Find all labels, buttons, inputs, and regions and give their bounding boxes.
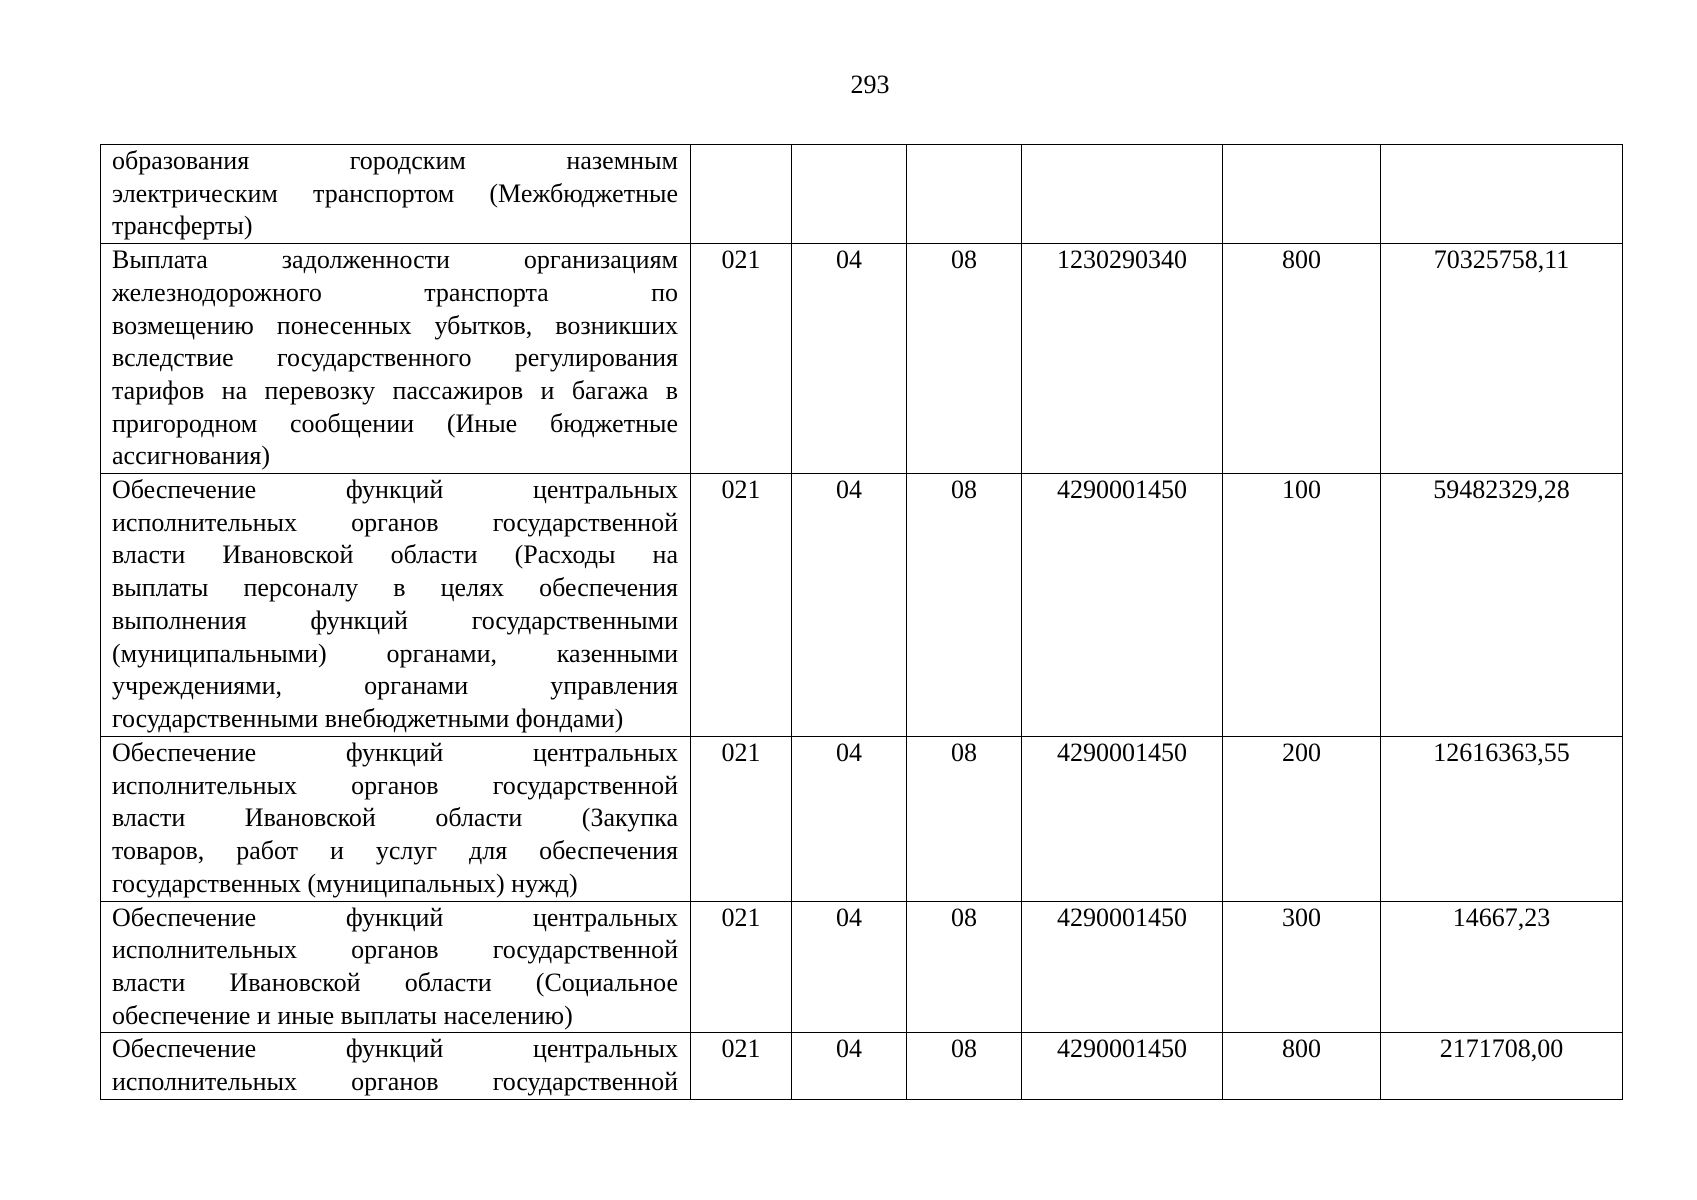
desc-line: железнодорожного транспорта по (112, 277, 678, 307)
desc-line: исполнительных органов государственной (112, 770, 678, 800)
desc-line: товаров, работ и услуг для обеспечения (112, 836, 678, 866)
subsection-code-cell (907, 145, 1022, 244)
subsection-code-cell: 08 (907, 474, 1022, 737)
expense-kind-cell (1223, 145, 1381, 244)
desc-line: электрическим транспортом (Межбюджетные (112, 178, 678, 208)
desc-line: пригородном сообщении (Иные бюджетные (112, 408, 678, 438)
section-code-cell: 04 (792, 244, 907, 474)
row-description (101, 737, 691, 902)
expense-kind-cell: 100 (1223, 474, 1381, 737)
ministry-code-cell (691, 145, 792, 244)
desc-line: Обеспечение функций центральных (112, 1034, 678, 1064)
desc-line: власти Ивановской области (Расходы на (112, 540, 678, 570)
target-code-cell: 4290001450 (1022, 474, 1223, 737)
expense-kind-cell: 800 (1223, 1033, 1381, 1099)
desc-line: тарифов на перевозку пассажиров и багажа в (112, 375, 678, 405)
desc-line: (муниципальными) органами, казенными (112, 638, 678, 668)
table-row (101, 1033, 1623, 1099)
amount-cell: 12616363,55 (1381, 737, 1623, 902)
section-code-cell: 04 (792, 1033, 907, 1099)
subsection-code-cell: 08 (907, 737, 1022, 902)
subsection-code-cell: 08 (907, 244, 1022, 474)
desc-line: обеспечение и иные выплаты населению) (112, 1000, 573, 1030)
desc-line: Обеспечение функций центральных (112, 902, 678, 932)
desc-line: государственных (муниципальных) нужд) (112, 868, 578, 898)
row-description (101, 145, 691, 244)
expense-kind-cell: 800 (1223, 244, 1381, 474)
desc-line: вследствие государственного регулирования (112, 343, 678, 373)
desc-line: выполнения функций государственными (112, 605, 678, 635)
ministry-code-cell: 021 (691, 1033, 792, 1099)
ministry-code-cell: 021 (691, 901, 792, 1033)
desc-line: выплаты персоналу в целях обеспечения (112, 573, 678, 603)
desc-line: исполнительных органов государственной (112, 935, 678, 965)
target-code-cell: 1230290340 (1022, 244, 1223, 474)
amount-cell: 14667,23 (1381, 901, 1623, 1033)
subsection-code-cell: 08 (907, 1033, 1022, 1099)
table-row (101, 145, 1623, 244)
ministry-code-cell: 021 (691, 737, 792, 902)
section-code-cell: 04 (792, 474, 907, 737)
desc-line: возмещению понесенных убытков, возникших (112, 310, 678, 340)
row-description (101, 474, 691, 737)
budget-table (100, 144, 1623, 1100)
row-description (101, 244, 691, 474)
subsection-code-cell: 08 (907, 901, 1022, 1033)
table-row (101, 244, 1623, 474)
target-code-cell: 4290001450 (1022, 1033, 1223, 1099)
expense-kind-cell: 300 (1223, 901, 1381, 1033)
desc-line: исполнительных органов государственной (112, 1067, 678, 1097)
target-code-cell (1022, 145, 1223, 244)
desc-line: образования городским наземным (112, 146, 678, 175)
desc-line: Выплата задолженности организациям (112, 245, 678, 275)
target-code-cell: 4290001450 (1022, 737, 1223, 902)
desc-line: власти Ивановской области (Социальное (112, 967, 678, 997)
target-code-cell: 4290001450 (1022, 901, 1223, 1033)
amount-cell: 59482329,28 (1381, 474, 1623, 737)
desc-line: власти Ивановской области (Закупка (112, 803, 678, 833)
amount-cell: 70325758,11 (1381, 244, 1623, 474)
desc-line: трансферты) (112, 211, 253, 241)
page-number: 293 (850, 70, 890, 99)
desc-line: исполнительных органов государственной (112, 507, 678, 537)
expense-kind-cell: 200 (1223, 737, 1381, 902)
amount-cell: 2171708,00 (1381, 1033, 1623, 1099)
amount-cell (1381, 145, 1623, 244)
desc-line: учреждениями, органами управления (112, 671, 678, 701)
table-row (101, 474, 1623, 737)
desc-line: ассигнования) (112, 441, 271, 471)
ministry-code-cell: 021 (691, 244, 792, 474)
section-code-cell: 04 (792, 901, 907, 1033)
section-code-cell: 04 (792, 737, 907, 902)
desc-line: государственными внебюджетными фондами) (112, 703, 624, 733)
row-description (101, 1033, 691, 1099)
table-row (101, 901, 1623, 1033)
section-code-cell (792, 145, 907, 244)
desc-line: Обеспечение функций центральных (112, 475, 678, 505)
desc-line: Обеспечение функций центральных (112, 738, 678, 768)
table-row (101, 737, 1623, 902)
ministry-code-cell: 021 (691, 474, 792, 737)
row-description (101, 901, 691, 1033)
